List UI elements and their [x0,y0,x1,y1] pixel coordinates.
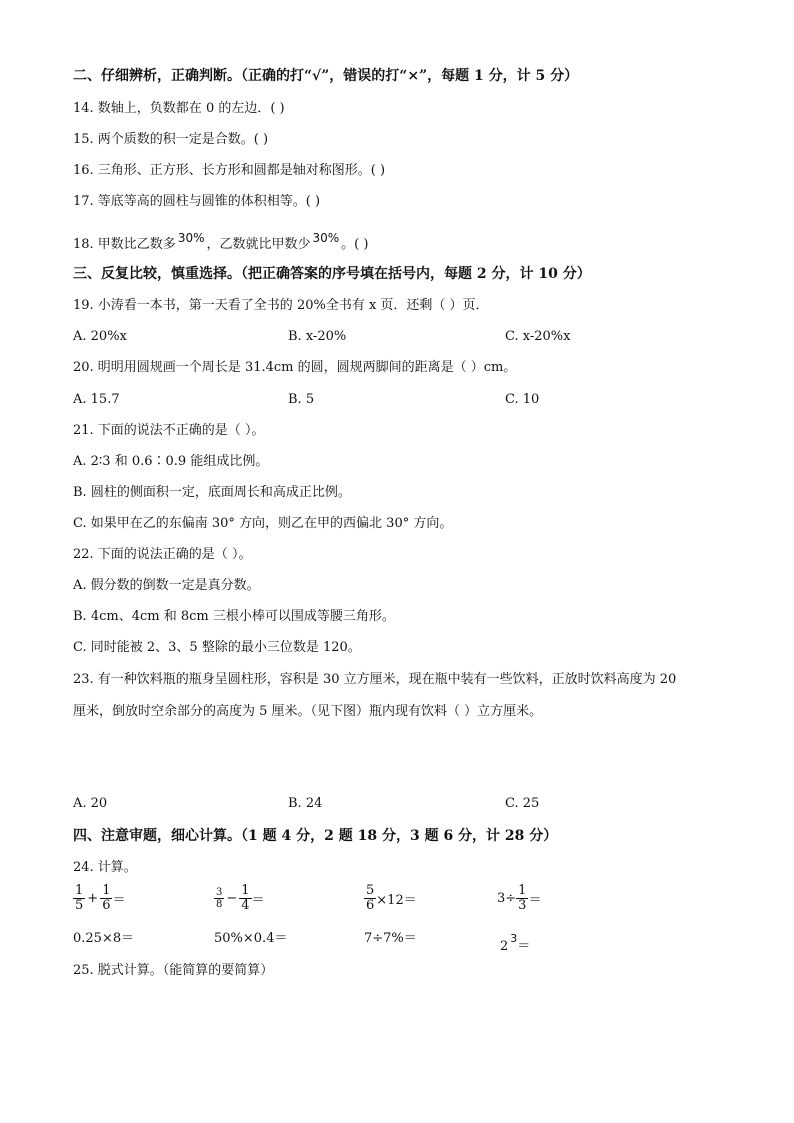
q23-option-b: B. 24 [288,796,323,811]
equals: ＝ [528,893,542,908]
q18-part-a: 18. 甲数比乙数多 [73,237,176,252]
operator: + [87,891,99,906]
numerator: 1 [102,883,111,898]
q19-option-c: C. x-20%x [505,329,571,344]
section-2-heading: 二、仔细辨析，正确判断。（正确的打“√”，错误的打“×”，每题 1 分，计 5 分） [73,68,579,84]
power-exponent: 3 [510,932,518,945]
denominator: 6 [366,898,375,913]
expr-prefix: 3÷ [497,891,517,906]
denominator: 4 [241,898,250,913]
expr-3 [364,884,417,913]
q23-option-a: A. 20 [73,796,108,811]
numerator: 1 [518,883,527,898]
question-25: 25. 脱式计算。（能简算的要简算） [73,963,274,978]
equals: ＝ [251,893,265,908]
fraction [239,884,251,913]
fraction [364,884,376,913]
fraction [516,884,528,913]
question-20: 20. 明明用圆规画一个周长是 31.4cm 的圆，圆规两脚间的距离是（ ）cm。 [73,360,517,375]
expr-rest: ×12＝ [376,893,417,908]
power-base: 2 [500,939,509,954]
denominator: 8 [216,899,223,910]
denominator: 6 [102,898,111,913]
q20-option-b: B. 5 [288,392,315,407]
question-21: 21. 下面的说法不正确的是（ ）。 [73,423,265,438]
q19-option-a: A. 20%x [73,329,127,344]
question-23-line-1: 23. 有一种饮料瓶的瓶身呈圆柱形，容积是 30 立方厘米，现在瓶中装有一些饮料，正放时饮料高度为 20 [73,672,677,687]
fraction [100,884,112,913]
question-15: 15. 两个质数的积一定是合数。( ) [73,132,269,147]
operator: − [226,891,238,906]
q18-percent-1: 30% [177,231,205,245]
q21-option-a: A. 2∶3 和 0.6∶0.9 能组成比例。 [73,454,269,469]
q20-option-c: C. 10 [505,392,540,407]
question-16: 16. 三角形、正方形、长方形和圆都是轴对称图形。( ) [73,163,386,178]
q18-percent-2: 30% [312,231,340,245]
section-3-heading: 三、反复比较，慎重选择。（把正确答案的序号填在括号内，每题 2 分，计 10 分） [73,266,591,282]
question-14: 14. 数轴上，负数都在 0 的左边．( ) [73,101,285,116]
q20-option-a: A. 15.7 [73,392,120,407]
expr-2 [214,884,265,913]
q22-option-b: B. 4cm、4cm 和 8cm 三根小棒可以围成等腰三角形。 [73,609,395,624]
q21-option-c: C. 如果甲在乙的东偏南 30° 方向，则乙在甲的西偏北 30° 方向。 [73,516,453,531]
expr-8 [500,931,530,955]
question-18 [73,230,368,253]
equals: ＝ [112,893,126,908]
expr-5: 0.25×8＝ [73,931,135,946]
expr-1 [73,884,125,913]
section-4-heading: 四、注意审题，细心计算。（1 题 4 分，2 题 18 分，3 题 6 分，计 28 分） [73,828,558,844]
q22-option-c: C. 同时能被 2、3、5 整除的最小三位数是 120。 [73,640,361,655]
fraction [73,884,85,913]
q19-option-b: B. x-20% [288,329,347,344]
question-19: 19. 小涛看一本书，第一天看了全书的 20%全书有 x 页．还剩（ ）页． [73,298,489,313]
numerator: 1 [75,883,84,898]
question-24: 24. 计算。 [73,860,137,875]
q23-option-c: C. 25 [505,796,540,811]
question-23-line-2: 厘米，倒放时空余部分的高度为 5 厘米。（见下图）瓶内现有饮料（ ）立方厘米。 [73,704,543,719]
equals: ＝ [517,939,531,954]
q18-part-b: ，乙数就比甲数少 [206,237,311,252]
expr-7: 7÷7%＝ [364,931,417,946]
question-17: 17. 等底等高的圆柱与圆锥的体积相等。( ) [73,194,321,209]
numerator: 5 [366,883,375,898]
fraction [214,887,224,910]
q22-option-a: A. 假分数的倒数一定是真分数。 [73,578,260,593]
denominator: 3 [518,898,527,913]
denominator: 5 [75,898,84,913]
expr-4 [497,884,541,913]
question-22: 22. 下面的说法正确的是（ ）。 [73,547,252,562]
q21-option-b: B. 圆柱的侧面积一定，底面周长和高成正比例。 [73,485,351,500]
q18-part-c: 。( ) [341,237,369,252]
numerator: 1 [241,883,250,898]
numerator: 3 [216,887,223,898]
expr-6: 50%×0.4＝ [214,931,288,946]
